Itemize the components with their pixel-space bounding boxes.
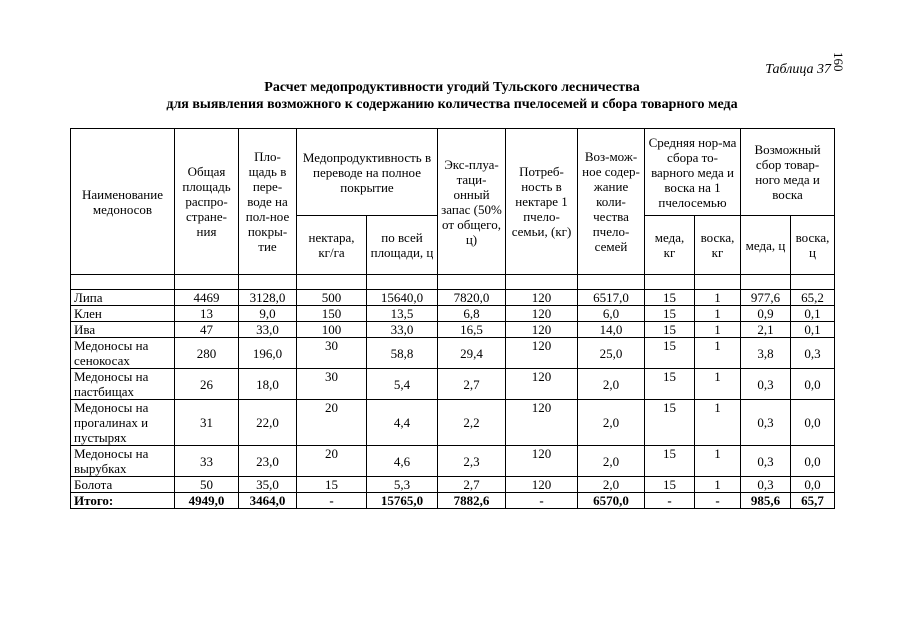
header-reserve: Экс-плуа-таци-онный запас (50% от общего, ц) [438, 129, 506, 275]
page-number: 160 [831, 52, 846, 72]
total-need: - [506, 493, 578, 509]
total-whole: 15765,0 [367, 493, 438, 509]
cell-need: 120 [506, 400, 578, 446]
cell-whole: 4,6 [367, 446, 438, 477]
cell-wax-kg: 1 [695, 338, 741, 369]
cell-honey-c: 0,9 [741, 306, 791, 322]
cell-conv: 35,0 [239, 477, 297, 493]
table-row [71, 322, 835, 338]
cell-need: 120 [506, 446, 578, 477]
cell-honey-c: 0,3 [741, 446, 791, 477]
cell-reserve: 2,7 [438, 369, 506, 400]
cell-nectar: 150 [297, 306, 367, 322]
cell-area: 4469 [175, 290, 239, 306]
table-header [71, 129, 835, 275]
cell-wax-c: 0,1 [791, 306, 835, 322]
header-total-area: Общая площадь распро-стране-ния [175, 129, 239, 275]
cell-wax-c: 65,2 [791, 290, 835, 306]
cell-whole: 15640,0 [367, 290, 438, 306]
header-possible-harvest: Возможный сбор товар-ного меда и воска [741, 129, 835, 216]
header-name: Наименование медоносов [71, 129, 175, 275]
cell-honey-c: 0,3 [741, 400, 791, 446]
table-title-line-2: для выявления возможного к содержанию количества пчелосемей и сбора товарного меда [166, 97, 738, 112]
cell-wax-kg: 1 [695, 290, 741, 306]
spacer-row [71, 275, 835, 290]
cell-honey-kg: 15 [645, 446, 695, 477]
header-converted-area: Пло-щадь в пере-воде на пол-ное покры-тие [239, 129, 297, 275]
cell-need: 120 [506, 338, 578, 369]
cell-conv: 196,0 [239, 338, 297, 369]
cell-nectar: 20 [297, 400, 367, 446]
table-row [71, 446, 835, 477]
cell-whole: 4,4 [367, 400, 438, 446]
header-honey-c: меда, ц [741, 216, 791, 275]
cell-honey-c: 977,6 [741, 290, 791, 306]
cell-honey-c: 3,8 [741, 338, 791, 369]
cell-conv: 22,0 [239, 400, 297, 446]
header-avg-norm: Средняя нор-ма сбора то-варного меда и воска на 1 пчелосемью [645, 129, 741, 216]
row-name: Липа [71, 290, 175, 306]
row-name: Медоносы на прогалинах и пустырях [71, 400, 175, 446]
row-name: Болота [71, 477, 175, 493]
table-label: Таблица 37 [765, 62, 831, 77]
cell-honey-kg: 15 [645, 290, 695, 306]
cell-whole: 58,8 [367, 338, 438, 369]
cell-wax-c: 0,3 [791, 338, 835, 369]
header-wax-c: воска, ц [791, 216, 835, 275]
cell-honey-c: 0,3 [741, 477, 791, 493]
cell-whole: 5,3 [367, 477, 438, 493]
cell-wax-c: 0,0 [791, 400, 835, 446]
cell-nectar: 30 [297, 369, 367, 400]
table-row [71, 477, 835, 493]
cell-nectar: 100 [297, 322, 367, 338]
header-honey-productivity: Медопродуктивность в переводе на полное покрытие [297, 129, 438, 216]
table-body [71, 275, 835, 509]
row-name: Клен [71, 306, 175, 322]
cell-area: 47 [175, 322, 239, 338]
total-wax-kg: - [695, 493, 741, 509]
cell-wax-kg: 1 [695, 369, 741, 400]
cell-wax-kg: 1 [695, 446, 741, 477]
cell-colonies: 6,0 [578, 306, 645, 322]
cell-need: 120 [506, 306, 578, 322]
cell-wax-kg: 1 [695, 306, 741, 322]
cell-honey-kg: 15 [645, 322, 695, 338]
cell-colonies: 14,0 [578, 322, 645, 338]
cell-wax-c: 0,0 [791, 369, 835, 400]
total-area: 4949,0 [175, 493, 239, 509]
cell-reserve: 29,4 [438, 338, 506, 369]
header-need: Потреб-ность в нектаре 1 пчело-семьи, (кг) [506, 129, 578, 275]
cell-honey-kg: 15 [645, 369, 695, 400]
cell-colonies: 2,0 [578, 477, 645, 493]
cell-wax-c: 0,1 [791, 322, 835, 338]
total-nectar: - [297, 493, 367, 509]
header-wax-kg: воска, кг [695, 216, 741, 275]
row-name: Ива [71, 322, 175, 338]
cell-conv: 23,0 [239, 446, 297, 477]
cell-colonies: 2,0 [578, 400, 645, 446]
total-honey-kg: - [645, 493, 695, 509]
cell-wax-kg: 1 [695, 400, 741, 446]
header-honey-kg: меда, кг [645, 216, 695, 275]
cell-reserve: 2,3 [438, 446, 506, 477]
total-conv: 3464,0 [239, 493, 297, 509]
row-name: Медоносы на пастбищах [71, 369, 175, 400]
cell-wax-c: 0,0 [791, 477, 835, 493]
cell-colonies: 25,0 [578, 338, 645, 369]
table-title-line-1: Расчет медопродуктивности угодий Тульского лесничества [264, 80, 640, 95]
cell-colonies: 2,0 [578, 369, 645, 400]
cell-conv: 3128,0 [239, 290, 297, 306]
cell-area: 13 [175, 306, 239, 322]
row-name: Медоносы на сенокосах [71, 338, 175, 369]
cell-need: 120 [506, 322, 578, 338]
cell-honey-kg: 15 [645, 306, 695, 322]
cell-area: 280 [175, 338, 239, 369]
cell-need: 120 [506, 477, 578, 493]
cell-wax-c: 0,0 [791, 446, 835, 477]
total-reserve: 7882,6 [438, 493, 506, 509]
cell-area: 33 [175, 446, 239, 477]
table-row [71, 306, 835, 322]
cell-colonies: 6517,0 [578, 290, 645, 306]
table-row [71, 369, 835, 400]
cell-conv: 33,0 [239, 322, 297, 338]
cell-reserve: 16,5 [438, 322, 506, 338]
cell-need: 120 [506, 290, 578, 306]
total-row [71, 493, 835, 509]
total-label: Итого: [71, 493, 175, 509]
total-wax-c: 65,7 [791, 493, 835, 509]
header-nectar: нектара, кг/га [297, 216, 367, 275]
total-colonies: 6570,0 [578, 493, 645, 509]
table-row [71, 290, 835, 306]
cell-whole: 5,4 [367, 369, 438, 400]
header-possible-colonies: Воз-мож-ное содер-жание коли-чества пчело-семей [578, 129, 645, 275]
cell-need: 120 [506, 369, 578, 400]
cell-nectar: 30 [297, 338, 367, 369]
cell-whole: 13,5 [367, 306, 438, 322]
cell-area: 50 [175, 477, 239, 493]
cell-conv: 18,0 [239, 369, 297, 400]
cell-honey-c: 2,1 [741, 322, 791, 338]
cell-whole: 33,0 [367, 322, 438, 338]
total-honey-c: 985,6 [741, 493, 791, 509]
cell-honey-kg: 15 [645, 400, 695, 446]
cell-area: 31 [175, 400, 239, 446]
cell-wax-kg: 1 [695, 477, 741, 493]
cell-conv: 9,0 [239, 306, 297, 322]
honey-productivity-table [70, 128, 835, 509]
cell-colonies: 2,0 [578, 446, 645, 477]
cell-reserve: 2,2 [438, 400, 506, 446]
row-name: Медоносы на вырубках [71, 446, 175, 477]
cell-nectar: 20 [297, 446, 367, 477]
header-whole-area: по всей площади, ц [367, 216, 438, 275]
cell-area: 26 [175, 369, 239, 400]
cell-honey-kg: 15 [645, 477, 695, 493]
cell-nectar: 15 [297, 477, 367, 493]
cell-honey-kg: 15 [645, 338, 695, 369]
cell-reserve: 6,8 [438, 306, 506, 322]
cell-reserve: 2,7 [438, 477, 506, 493]
cell-reserve: 7820,0 [438, 290, 506, 306]
table-row [71, 338, 835, 369]
cell-wax-kg: 1 [695, 322, 741, 338]
cell-honey-c: 0,3 [741, 369, 791, 400]
table-row [71, 400, 835, 446]
cell-nectar: 500 [297, 290, 367, 306]
